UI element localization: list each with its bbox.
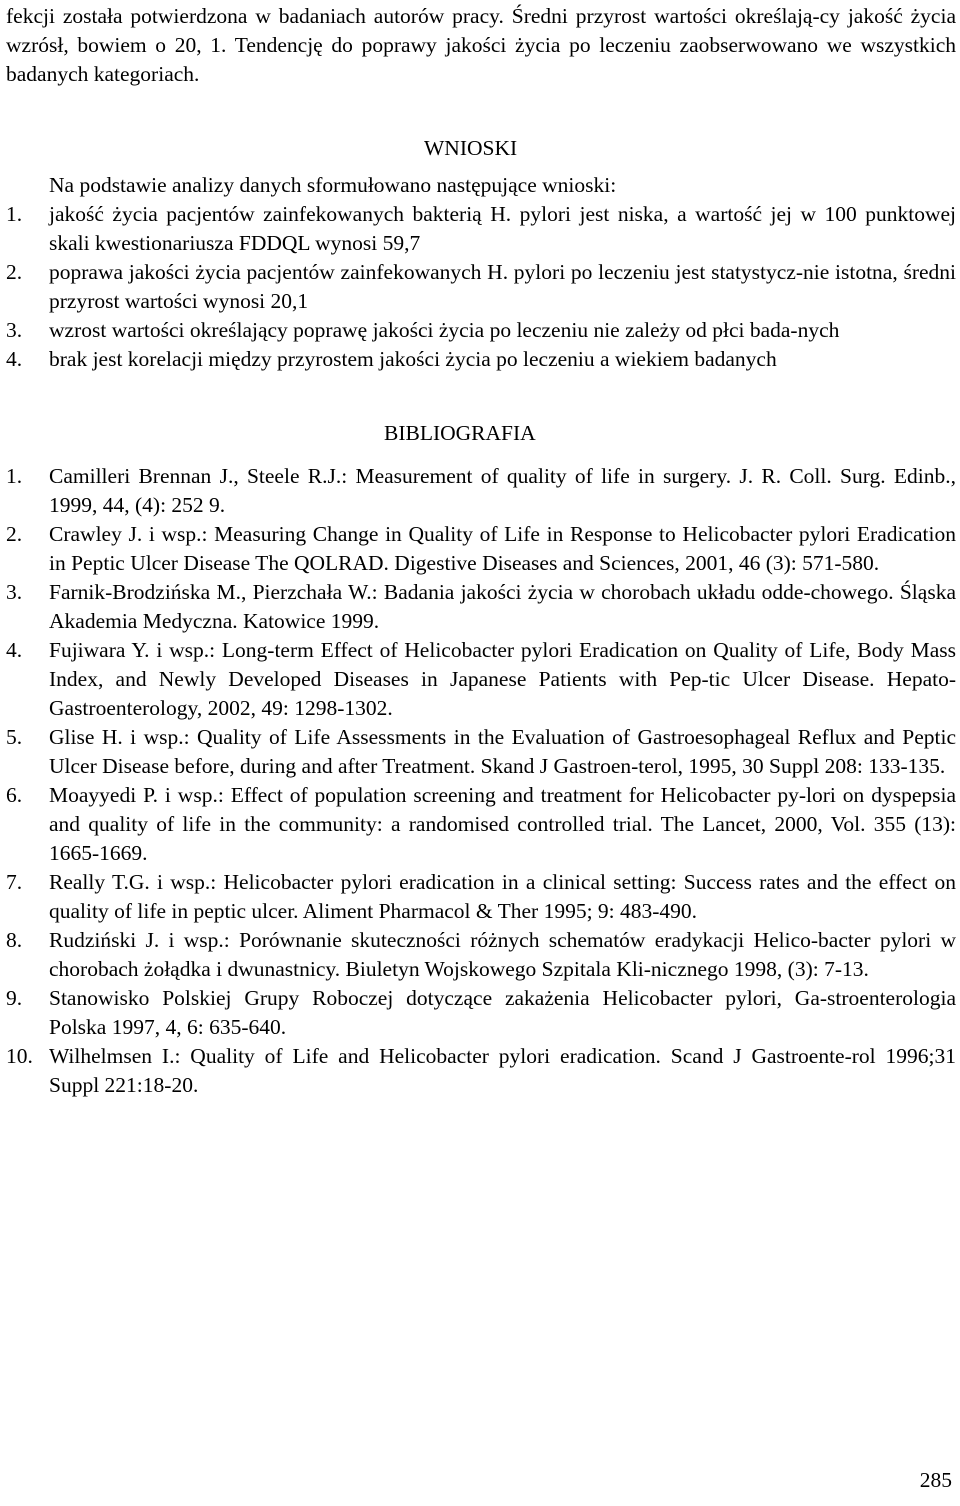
conclusion-item bbox=[6, 258, 956, 316]
conclusion-number: 3. bbox=[6, 318, 23, 342]
bibliography-text: Camilleri Brennan J., Steele R.J.: Measurement of quality of life in surgery. J. R. Coll. Surg. Edinb., 1999, 44, (4): 252 9. bbox=[49, 464, 956, 517]
page-number: 285 bbox=[919, 1468, 952, 1492]
bibliography-item bbox=[6, 868, 956, 926]
conclusions-intro: Na podstawie analizy danych sformułowano następujące wnioski: bbox=[49, 173, 617, 197]
bibliography-item bbox=[6, 926, 956, 984]
bibliography-number: 2. bbox=[6, 522, 23, 546]
conclusion-text: brak jest korelacji między przyrostem jakości życia po leczeniu a wiekiem badanych bbox=[49, 347, 777, 371]
intro-paragraph: fekcji została potwierdzona w badaniach autorów pracy. Średni przyrost wartości określają-cy jakość życia wzrósł, bowiem o 20, 1. Tendencję do poprawy jakości życia po leczeniu zaobserwowano we wszystkich badanych kategoriach. bbox=[6, 4, 956, 86]
bibliography-list bbox=[6, 462, 956, 1100]
bibliography-text: Fujiwara Y. i wsp.: Long-term Effect of Helicobacter pylori Eradication on Quality of Life, Body Mass Index, and Newly Developed Diseases in Japanese Patients with Pep-tic Ulcer Disease. Hepato-Gastroenterology, 2002, 49: 1298-1302. bbox=[49, 638, 956, 720]
conclusions-heading: WNIOSKI bbox=[424, 136, 518, 160]
bibliography-item bbox=[6, 781, 956, 868]
bibliography-item bbox=[6, 1042, 956, 1100]
bibliography-number: 6. bbox=[6, 783, 23, 807]
bibliography-text: Moayyedi P. i wsp.: Effect of population screening and treatment for Helicobacter py-lori on dyspepsia and quality of life in the community: a randomised controlled trial. The Lancet, 2000, Vol. 355 (13): 1665-1669. bbox=[49, 783, 956, 865]
bibliography-item bbox=[6, 723, 956, 781]
bibliography-number: 3. bbox=[6, 580, 23, 604]
conclusion-text: wzrost wartości określający poprawę jakości życia po leczeniu nie zależy od płci bada-nych bbox=[49, 318, 840, 342]
conclusion-item bbox=[6, 200, 956, 258]
bibliography-number: 8. bbox=[6, 928, 23, 952]
bibliography-number: 10. bbox=[6, 1044, 33, 1068]
conclusion-number: 2. bbox=[6, 260, 23, 284]
bibliography-number: 7. bbox=[6, 870, 23, 894]
bibliography-item bbox=[6, 636, 956, 723]
bibliography-number: 1. bbox=[6, 464, 23, 488]
conclusion-text: jakość życia pacjentów zainfekowanych bakterią H. pylori jest niska, a wartość jej w 100 punktowej skali kwestionariusza FDDQL wynosi 59,7 bbox=[49, 202, 956, 255]
bibliography-text: Rudziński J. i wsp.: Porównanie skuteczności różnych schematów eradykacji Helico-bacter pylori w chorobach żołądka i dwunastnicy. Biuletyn Wojskowego Szpitala Kli-nicznego 1998, (3): 7-13. bbox=[49, 928, 956, 981]
bibliography-item bbox=[6, 462, 956, 520]
bibliography-text: Wilhelmsen I.: Quality of Life and Helicobacter pylori eradication. Scand J Gastroente-rol 1996;31 Suppl 221:18-20. bbox=[49, 1044, 956, 1097]
conclusion-number: 4. bbox=[6, 347, 23, 371]
bibliography-number: 5. bbox=[6, 725, 23, 749]
bibliography-text: Stanowisko Polskiej Grupy Roboczej dotyczące zakażenia Helicobacter pylori, Ga-stroenterologia Polska 1997, 4, 6: 635-640. bbox=[49, 986, 956, 1039]
document-page bbox=[6, 2, 956, 1100]
bibliography-text: Really T.G. i wsp.: Helicobacter pylori eradication in a clinical setting: Success rates and the effect on quality of life in peptic ulcer. Aliment Pharmacol & Ther 1995; 9: 483-490. bbox=[49, 870, 956, 923]
bibliography-text: Farnik-Brodzińska M., Pierzchała W.: Badania jakości życia w chorobach układu odde-chowego. Śląska Akademia Medyczna. Katowice 1999. bbox=[49, 580, 956, 633]
bibliography-number: 4. bbox=[6, 638, 23, 662]
bibliography-item bbox=[6, 984, 956, 1042]
conclusion-text: poprawa jakości życia pacjentów zainfekowanych H. pylori po leczeniu jest statystycz-nie istotna, średni przyrost wartości wynosi 20,1 bbox=[49, 260, 956, 313]
conclusion-item bbox=[6, 316, 956, 345]
bibliography-text: Crawley J. i wsp.: Measuring Change in Quality of Life in Response to Helicobacter pylori Eradication in Peptic Ulcer Disease The QOLRAD. Digestive Diseases and Sciences, 2001, 46 (3): 571-580. bbox=[49, 522, 956, 575]
bibliography-heading: BIBLIOGRAFIA bbox=[384, 421, 536, 445]
bibliography-item bbox=[6, 520, 956, 578]
bibliography-item bbox=[6, 578, 956, 636]
bibliography-number: 9. bbox=[6, 986, 23, 1010]
conclusion-item bbox=[6, 345, 956, 374]
conclusion-number: 1. bbox=[6, 202, 23, 226]
bibliography-text: Glise H. i wsp.: Quality of Life Assessments in the Evaluation of Gastroesophageal Reflux and Peptic Ulcer Disease before, during and after Treatment. Skand J Gastroen-terol, 1995, 30 Suppl 208: 133-135. bbox=[49, 725, 956, 778]
conclusions-list bbox=[6, 200, 956, 374]
